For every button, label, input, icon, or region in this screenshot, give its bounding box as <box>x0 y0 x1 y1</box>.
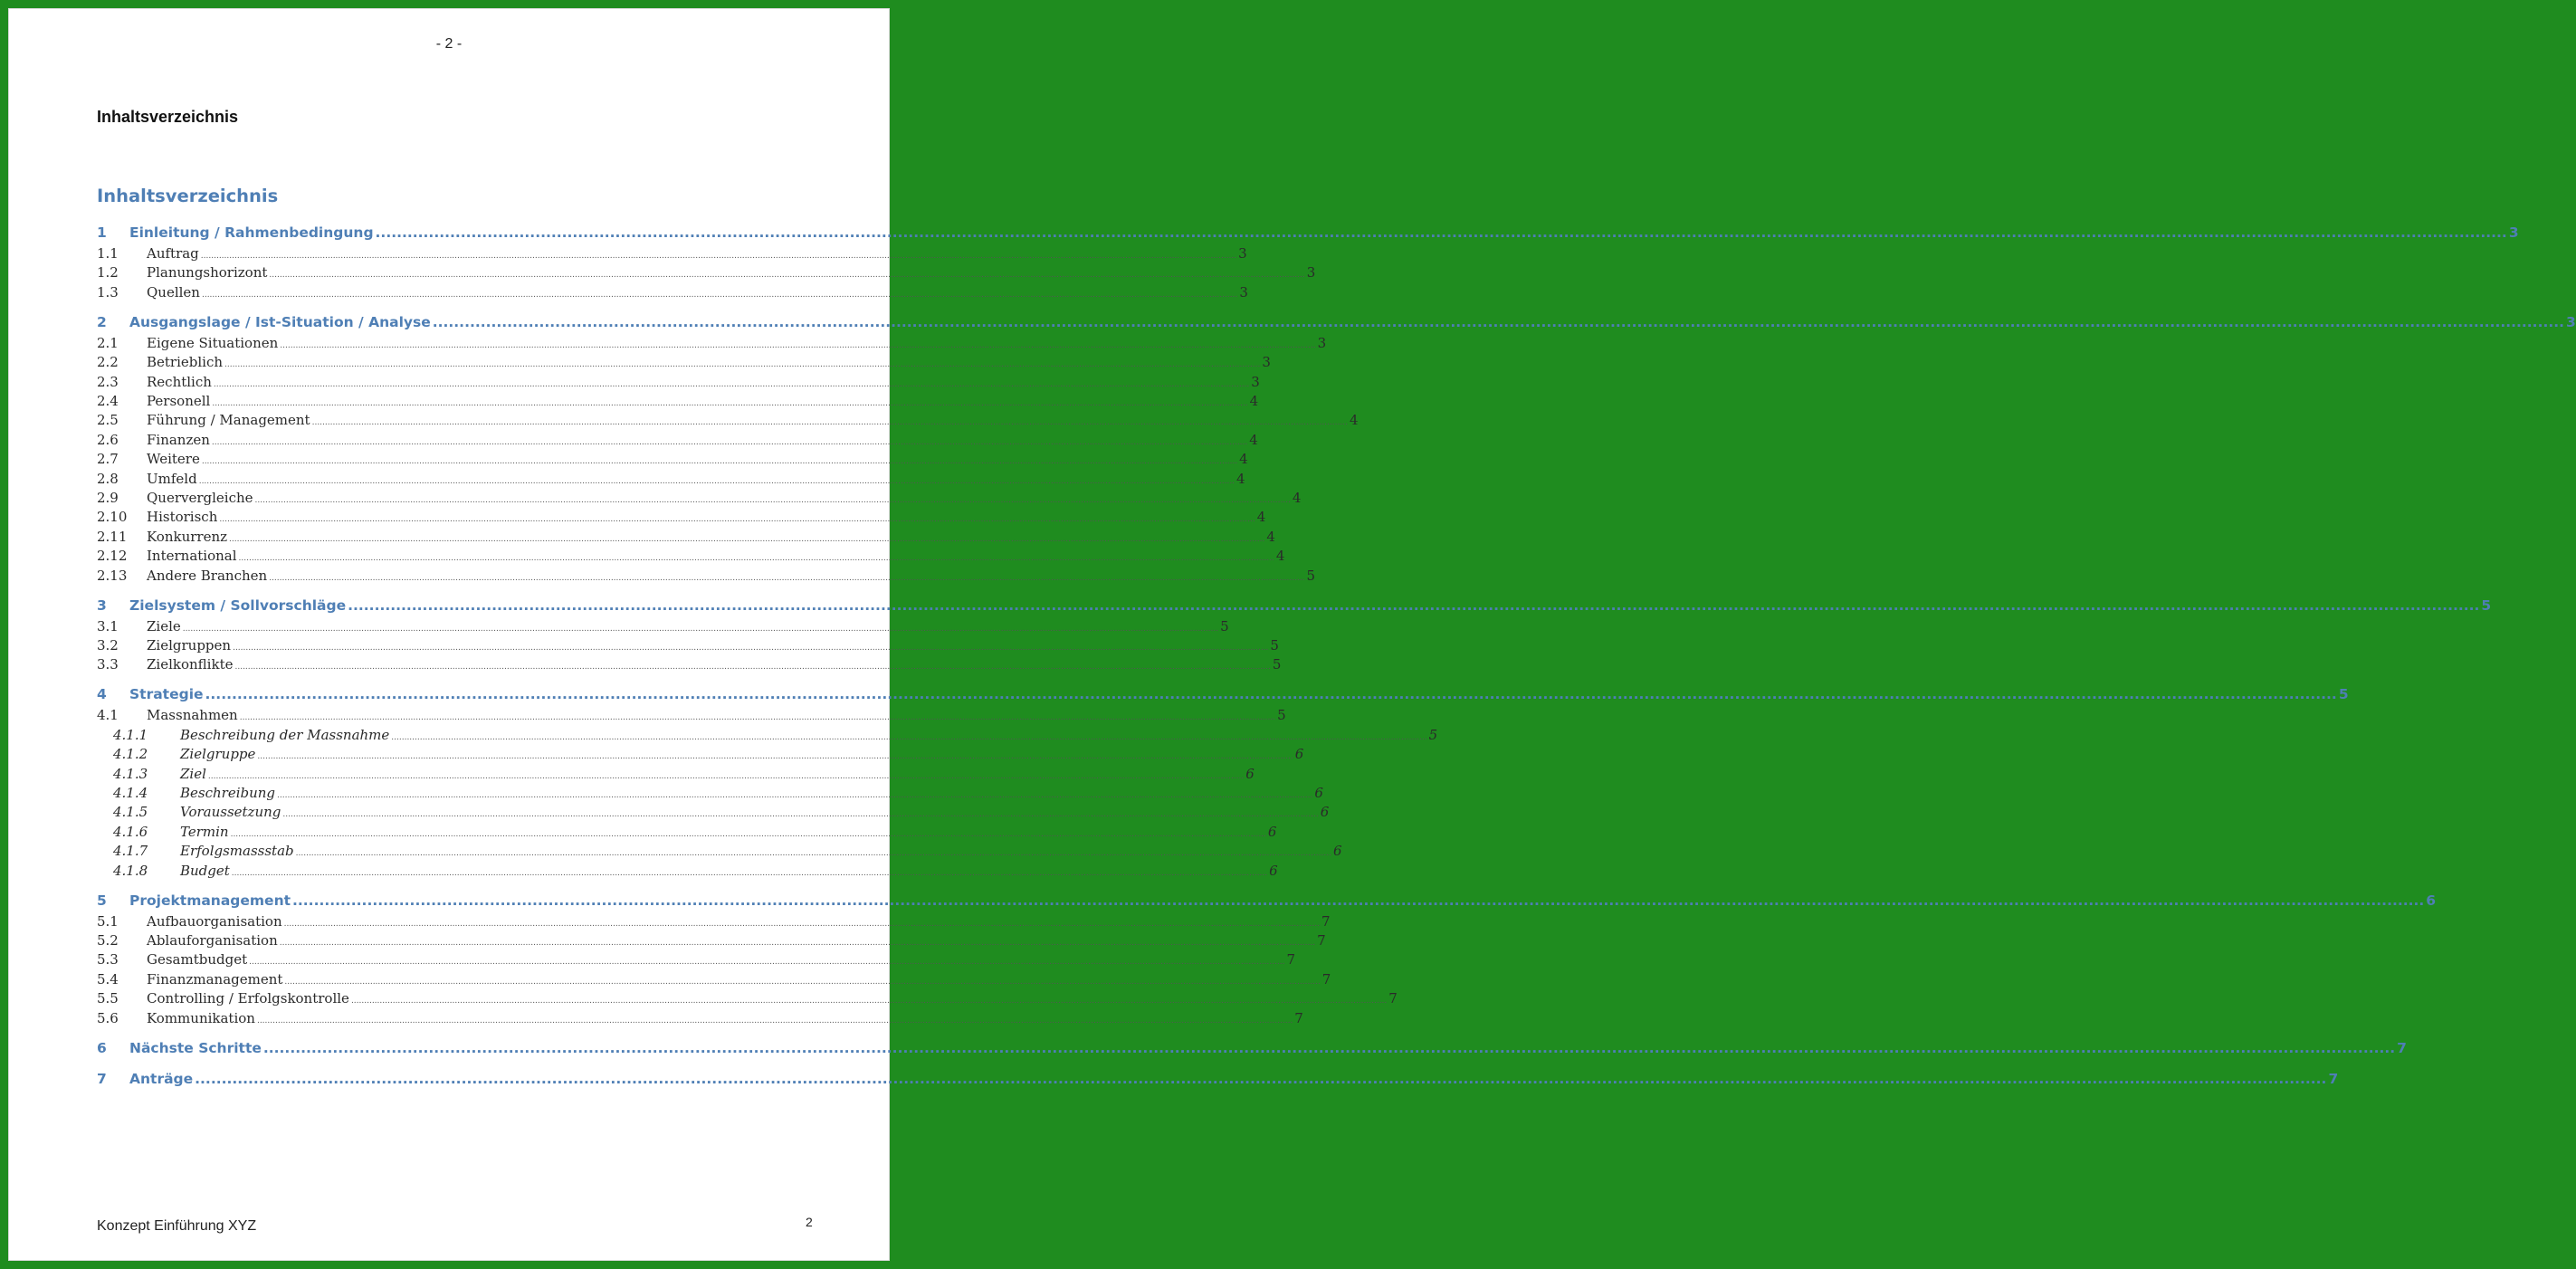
toc-dot-leader: ................................................................................................................................................................................................................................................................................................................................................................................................................ <box>224 360 1261 370</box>
toc-entry-number: 2.13 <box>97 567 128 584</box>
toc-entry[interactable] <box>97 843 1342 861</box>
toc-dot-leader: ................................................................................................................................................................................................................................................................................................................................................................................................................ <box>249 958 1285 968</box>
toc-entry[interactable] <box>97 412 1359 430</box>
toc-entry-number: 1.2 <box>97 264 119 281</box>
toc-entry[interactable] <box>97 970 1331 989</box>
toc-entry[interactable] <box>97 656 1282 674</box>
toc-dot-leader: ................................................................................................................................................................................................................................................................................................................................................................................................................ <box>239 713 1276 723</box>
toc-dot-leader: ................................................................................................................................................................................................................................................................................................................................................................................................................ <box>292 892 2425 909</box>
toc-entry-label: Beschreibung der Massnahme <box>180 726 390 743</box>
toc-entry[interactable] <box>97 951 1296 969</box>
toc-dot-leader: ................................................................................................................................................................................................................................................................................................................................................................................................................ <box>219 515 1255 525</box>
toc-entry-label: Controlling / Erfolgskontrolle <box>147 990 349 1007</box>
toc-dot-leader: ................................................................................................................................................................................................................................................................................................................................................................................................................ <box>277 791 1313 800</box>
toc-dot-leader: ................................................................................................................................................................................................................................................................................................................................................................................................................ <box>391 732 1427 742</box>
toc-entry-label: Anträge <box>129 1071 194 1088</box>
toc-entry-number: 4 <box>97 686 107 703</box>
document-page <box>8 8 2576 1261</box>
toc-entry-page: 5 <box>1428 726 1438 743</box>
toc-entry-number: 4.1.7 <box>113 843 148 860</box>
toc-entry-number: 3.2 <box>97 637 119 654</box>
toc-dot-leader: ................................................................................................................................................................................................................................................................................................................................................................................................................ <box>279 939 1316 948</box>
toc-entry-label: Beschreibung <box>180 785 276 801</box>
toc-entry-number: 1.3 <box>97 283 119 301</box>
toc-dot-leader: ................................................................................................................................................................................................................................................................................................................................................................................................................ <box>257 752 1293 762</box>
toc-entry-number: 4.1 <box>97 707 119 724</box>
toc-entry-page: 3 <box>1239 283 1248 301</box>
toc-entry-label: Kommunikation <box>147 1009 255 1026</box>
toc-entry-label: Ziele <box>147 617 181 634</box>
toc-dot-leader: ................................................................................................................................................................................................................................................................................................................................................................................................................ <box>256 1016 1293 1026</box>
toc-entry-number: 2.2 <box>97 354 119 371</box>
toc-entry[interactable] <box>97 354 1271 372</box>
toc-entry-number: 2.10 <box>97 509 128 526</box>
toc-entry[interactable] <box>97 431 1258 450</box>
toc-dot-leader: ................................................................................................................................................................................................................................................................................................................................................................................................................ <box>212 399 1248 408</box>
toc-dot-leader: ................................................................................................................................................................................................................................................................................................................................................................................................................ <box>201 457 1238 467</box>
toc-entry[interactable] <box>97 862 1278 881</box>
toc-entry-number: 1.1 <box>97 245 119 262</box>
toc-entry-page: 3 <box>1306 264 1316 281</box>
toc-dot-leader: ................................................................................................................................................................................................................................................................................................................................................................................................................ <box>205 686 2337 703</box>
toc-entry[interactable] <box>97 804 1330 822</box>
toc-dot-leader: ................................................................................................................................................................................................................................................................................................................................................................................................................ <box>282 810 1319 820</box>
toc-entry[interactable] <box>97 1009 1303 1028</box>
toc-entry[interactable] <box>97 283 1248 302</box>
toc-entry-label: Zielsystem / Sollvorschläge <box>129 596 347 614</box>
toc-entry-number: 5.5 <box>97 990 119 1007</box>
toc-dot-leader: ................................................................................................................................................................................................................................................................................................................................................................................................................ <box>234 663 1271 673</box>
toc-entry-page: 6 <box>1294 746 1304 763</box>
toc-dot-leader: ................................................................................................................................................................................................................................................................................................................................................................................................................ <box>211 437 1248 447</box>
toc-entry-number: 4.1.3 <box>113 765 148 782</box>
toc-entry-page: 5 <box>1277 707 1286 724</box>
toc-entry-number: 1 <box>97 224 107 241</box>
toc-entry-label: Aufbauorganisation <box>147 912 282 930</box>
toc-entry[interactable] <box>97 334 1327 353</box>
toc-chapter-entry[interactable] <box>97 313 2576 332</box>
toc-dot-leader: ................................................................................................................................................................................................................................................................................................................................................................................................................ <box>230 829 1266 839</box>
page-number: 2 <box>806 1215 813 1229</box>
toc-entry-label: Ablauforganisation <box>147 932 278 949</box>
toc-entry-label: Einleitung / Rahmenbedingung <box>129 224 374 241</box>
toc-title: Inhaltsverzeichnis <box>97 186 279 206</box>
toc-entry-page: 6 <box>1267 823 1277 840</box>
toc-entry-number: 2.1 <box>97 334 119 351</box>
toc-entry[interactable] <box>97 912 1331 931</box>
toc-entry-label: Planungshorizont <box>147 264 268 281</box>
toc-entry-page: 6 <box>1269 862 1278 879</box>
toc-entry-page: 7 <box>1294 1009 1303 1026</box>
toc-entry-number: 5.1 <box>97 912 119 930</box>
toc-entry[interactable] <box>97 726 1438 745</box>
toc-entry-number: 5.3 <box>97 951 119 968</box>
toc-entry-number: 2.9 <box>97 490 119 506</box>
toc-entry-number: 5.2 <box>97 932 119 949</box>
toc-entry-page: 7 <box>2397 1039 2407 1056</box>
toc-entry[interactable] <box>97 707 1286 725</box>
toc-entry-page: 4 <box>1292 490 1302 506</box>
toc-entry-page: 3 <box>2566 313 2576 330</box>
toc-dot-leader: ................................................................................................................................................................................................................................................................................................................................................................................................................ <box>284 977 1321 987</box>
toc-entry[interactable] <box>97 509 1266 527</box>
toc-chapter-entry[interactable] <box>97 224 2519 243</box>
toc-entry[interactable] <box>97 637 1279 655</box>
toc-entry-label: Weitere <box>147 451 200 468</box>
toc-entry-page: 4 <box>1349 412 1359 429</box>
toc-entry-page: 7 <box>2328 1071 2339 1088</box>
toc-entry-label: Andere Branchen <box>147 567 268 584</box>
toc-entry[interactable] <box>97 567 1316 586</box>
toc-entry-page: 4 <box>1249 393 1259 409</box>
toc-entry-page: 6 <box>1245 765 1255 782</box>
toc-entry-number: 2.3 <box>97 373 119 390</box>
toc-chapter-entry[interactable] <box>97 686 2349 704</box>
toc-entry-label: Eigene Situationen <box>147 334 279 351</box>
toc-dot-leader: ................................................................................................................................................................................................................................................................................................................................................................................................................ <box>198 476 1236 486</box>
toc-entry-number: 2.12 <box>97 548 128 565</box>
toc-entry[interactable] <box>97 765 1255 784</box>
toc-entry-label: Nächste Schritte <box>129 1039 262 1056</box>
toc-dot-leader: ................................................................................................................................................................................................................................................................................................................................................................................................................ <box>269 573 1305 583</box>
toc-dot-leader: ................................................................................................................................................................................................................................................................................................................................................................................................................ <box>375 224 2507 241</box>
toc-entry-page: 3 <box>1262 354 1271 371</box>
toc-entry[interactable] <box>97 490 1302 508</box>
toc-entry-label: Rechtlich <box>147 373 212 390</box>
toc-entry-number: 4.1.4 <box>113 785 148 801</box>
toc-dot-leader: ................................................................................................................................................................................................................................................................................................................................................................................................................ <box>295 849 1331 859</box>
toc-chapter-entry[interactable] <box>97 1039 2407 1058</box>
toc-entry-label: Zielkonflikte <box>147 656 234 673</box>
toc-entry-page: 7 <box>1321 912 1331 930</box>
toc-entry-label: Historisch <box>147 509 218 526</box>
toc-entry-label: Zielgruppen <box>147 637 232 654</box>
toc-entry-page: 6 <box>1320 804 1330 821</box>
toc-entry-label: Massnahmen <box>147 707 238 724</box>
toc-dot-leader: ................................................................................................................................................................................................................................................................................................................................................................................................................ <box>207 771 1245 781</box>
toc-entry-number: 5.6 <box>97 1009 119 1026</box>
toc-dot-leader: ................................................................................................................................................................................................................................................................................................................................................................................................................ <box>254 496 1291 505</box>
toc-dot-leader: ................................................................................................................................................................................................................................................................................................................................................................................................................ <box>200 252 1237 261</box>
toc-dot-leader: ................................................................................................................................................................................................................................................................................................................................................................................................................ <box>201 290 1238 300</box>
toc-entry-number: 2.6 <box>97 431 119 448</box>
toc-entry[interactable] <box>97 393 1259 411</box>
toc-entry-page: 7 <box>1317 932 1326 949</box>
toc-entry[interactable] <box>97 528 1275 547</box>
toc-entry-number: 4.1.2 <box>113 746 148 763</box>
toc-entry-page: 4 <box>1266 528 1275 545</box>
toc-entry-page: 5 <box>1272 656 1282 673</box>
toc-entry[interactable] <box>97 373 1260 392</box>
toc-entry-label: Gesamtbudget <box>147 951 248 968</box>
toc-entry-label: Strategie <box>129 686 204 703</box>
toc-entry-page: 5 <box>1220 617 1229 634</box>
page-heading: Inhaltsverzeichnis <box>97 108 239 126</box>
toc-dot-leader: ................................................................................................................................................................................................................................................................................................................................................................................................................ <box>195 1071 2327 1088</box>
toc-entry-page: 4 <box>1256 509 1266 526</box>
toc-entry[interactable] <box>97 470 1245 489</box>
toc-entry-label: Personell <box>147 393 211 409</box>
toc-dot-leader: ................................................................................................................................................................................................................................................................................................................................................................................................................ <box>182 624 1219 634</box>
toc-entry-number: 7 <box>97 1071 107 1088</box>
toc-entry-page: 6 <box>2426 892 2437 909</box>
toc-dot-leader: ................................................................................................................................................................................................................................................................................................................................................................................................................ <box>231 868 1268 878</box>
toc-entry-page: 5 <box>1306 567 1316 584</box>
toc-entry[interactable] <box>97 264 1316 282</box>
toc-entry-number: 2.11 <box>97 528 128 545</box>
page-header-marker: - 2 - <box>435 36 463 52</box>
toc-entry-label: Zielgruppe <box>180 746 256 763</box>
toc-entry-number: 2.7 <box>97 451 119 468</box>
toc-entry-label: Ziel <box>180 765 206 782</box>
toc-entry-number: 3.3 <box>97 656 119 673</box>
toc-dot-leader: ................................................................................................................................................................................................................................................................................................................................................................................................................ <box>229 534 1265 544</box>
toc-dot-leader: ................................................................................................................................................................................................................................................................................................................................................................................................................ <box>262 1039 2396 1056</box>
toc-entry-label: Konkurrenz <box>147 528 228 545</box>
toc-chapter-entry[interactable] <box>97 892 2437 911</box>
toc-chapter-entry[interactable] <box>97 596 2492 615</box>
toc-entry-label: Termin <box>180 823 229 840</box>
toc-entry[interactable] <box>97 785 1323 803</box>
toc-entry-label: Quellen <box>147 283 200 301</box>
toc-entry-number: 5.4 <box>97 970 119 988</box>
toc-entry-label: Betrieblich <box>147 354 224 371</box>
toc-entry-page: 6 <box>1314 785 1323 801</box>
toc-dot-leader: ................................................................................................................................................................................................................................................................................................................................................................................................................ <box>311 418 1348 428</box>
toc-entry-page: 4 <box>1236 470 1245 487</box>
toc-entry-number: 2 <box>97 313 107 330</box>
toc-entry-number: 2.5 <box>97 412 119 429</box>
toc-entry-page: 5 <box>2338 686 2349 703</box>
toc-dot-leader: ................................................................................................................................................................................................................................................................................................................................................................................................................ <box>213 379 1250 389</box>
toc-entry-page: 4 <box>1249 431 1258 448</box>
toc-entry-label: Umfeld <box>147 470 197 487</box>
toc-entry-label: Führung / Management <box>147 412 310 429</box>
toc-dot-leader: ................................................................................................................................................................................................................................................................................................................................................................................................................ <box>350 997 1388 1007</box>
toc-dot-leader: ................................................................................................................................................................................................................................................................................................................................................................................................................ <box>269 271 1305 281</box>
toc-dot-leader: ................................................................................................................................................................................................................................................................................................................................................................................................................ <box>432 313 2565 330</box>
toc-entry-label: Finanzen <box>147 431 210 448</box>
toc-entry-page: 7 <box>1321 970 1331 988</box>
toc-dot-leader: ................................................................................................................................................................................................................................................................................................................................................................................................................ <box>280 340 1316 350</box>
toc-dot-leader: ................................................................................................................................................................................................................................................................................................................................................................................................................ <box>238 554 1274 564</box>
toc-entry[interactable] <box>97 245 1247 263</box>
toc-entry-number: 4.1.1 <box>113 726 148 743</box>
toc-entry-number: 6 <box>97 1039 107 1056</box>
toc-entry[interactable] <box>97 746 1304 764</box>
toc-entry-label: Quervergleiche <box>147 490 253 506</box>
toc-entry-label: Voraussetzung <box>180 804 281 821</box>
toc-entry[interactable] <box>97 617 1229 636</box>
toc-chapter-entry[interactable] <box>97 1071 2339 1089</box>
page-footer-text: Konzept Einführung XYZ <box>97 1218 257 1234</box>
toc-dot-leader: ................................................................................................................................................................................................................................................................................................................................................................................................................ <box>233 644 1269 653</box>
toc-entry-page: 4 <box>1239 451 1248 468</box>
toc-entry-page: 6 <box>1332 843 1342 860</box>
toc-entry-page: 3 <box>1238 245 1247 262</box>
toc-entry-number: 2.4 <box>97 393 119 409</box>
toc-entry-number: 2.8 <box>97 470 119 487</box>
toc-dot-leader: ................................................................................................................................................................................................................................................................................................................................................................................................................ <box>283 919 1320 929</box>
toc-entry-label: Budget <box>180 862 230 879</box>
toc-entry-label: Erfolgsmassstab <box>180 843 294 860</box>
toc-entry-page: 7 <box>1388 990 1398 1007</box>
toc-entry-page: 5 <box>1270 637 1279 654</box>
toc-entry-page: 3 <box>1251 373 1260 390</box>
toc-entry[interactable] <box>97 451 1248 469</box>
toc-entry-label: Auftrag <box>147 245 199 262</box>
toc-entry-number: 5 <box>97 892 107 909</box>
toc-entry[interactable] <box>97 823 1277 842</box>
toc-entry-label: International <box>147 548 237 565</box>
toc-entry-page: 5 <box>2481 596 2492 614</box>
toc-entry-number: 4.1.6 <box>113 823 148 840</box>
toc-entry-page: 3 <box>1317 334 1327 351</box>
toc-dot-leader: ................................................................................................................................................................................................................................................................................................................................................................................................................ <box>348 596 2480 614</box>
toc-entry-label: Ausgangslage / Ist-Situation / Analyse <box>129 313 431 330</box>
toc-entry-page: 3 <box>2508 224 2519 241</box>
toc-entry-page: 7 <box>1286 951 1296 968</box>
toc-entry-number: 4.1.5 <box>113 804 148 821</box>
toc-entry-label: Finanzmanagement <box>147 970 283 988</box>
toc-entry[interactable] <box>97 990 1398 1008</box>
toc-entry-label: Projektmanagement <box>129 892 291 909</box>
toc-entry[interactable] <box>97 548 1285 566</box>
toc-entry-number: 3.1 <box>97 617 119 634</box>
toc-entry-number: 3 <box>97 596 107 614</box>
toc-entry[interactable] <box>97 932 1326 950</box>
toc-entry-page: 4 <box>1275 548 1285 565</box>
toc-entry-number: 4.1.8 <box>113 862 148 879</box>
